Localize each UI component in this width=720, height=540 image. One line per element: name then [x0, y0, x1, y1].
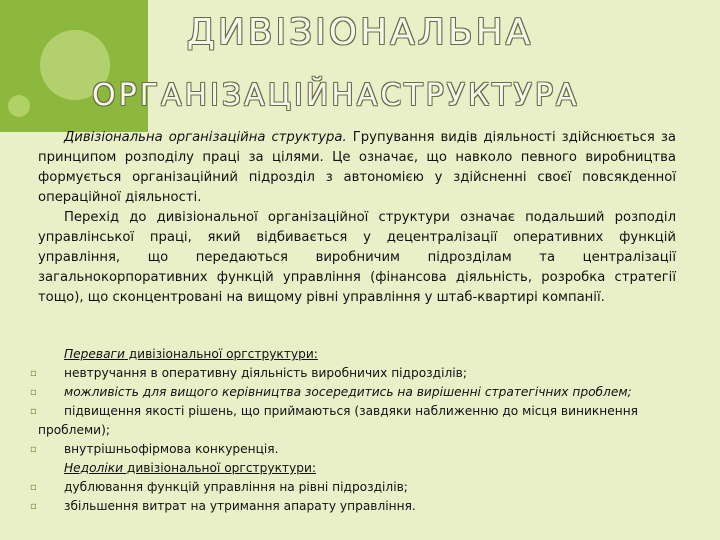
slide-title-line-1: ДИВІЗІОНАЛЬНА [186, 12, 534, 53]
list-item: ▫ можливість для вищого керівництва зосередитись на вирішенні стратегічних проблем; [38, 383, 678, 402]
disadvantages-heading-label: Недоліки [64, 461, 124, 475]
advantages-section [30, 345, 678, 459]
paragraph-2: Перехід до дивізіональної організаційної структури означає подальший розподіл управлінської праці, який відбивається у децентралізації оперативних функцій управління, що передаються виробничим підрозділам та централізації загальнокорпоративних функцій управління (фінансова діяльність, розробка стратегії тощо), що сконцентровані на вищому рівні управління у штаб-квартирі компанії. [38, 210, 676, 305]
bullet-icon: ▫ [30, 501, 37, 512]
list-item: ▫ збільшення витрат на утримання апарату управління. [38, 497, 678, 516]
bullet-icon: ▫ [30, 368, 37, 379]
bullet-icon: ▫ [30, 482, 37, 493]
advantages-heading-rest: дивізіональної оргструктури: [124, 347, 318, 361]
lead-term: Дивізіональна організаційна структура. [64, 130, 347, 145]
advantages-heading-label: Переваги [64, 347, 125, 361]
bullet-icon: ▫ [30, 444, 37, 455]
bullet-icon: ▫ [30, 387, 37, 398]
bullet-icon: ▫ [30, 406, 37, 417]
body-text [38, 128, 676, 308]
disadvantages-section [30, 459, 678, 516]
slide-title-line-2: ОРГАНІЗАЦІЙНАСТРУКТУРА [92, 78, 580, 113]
list-item: ▫ невтручання в оперативну діяльність виробничих підрозділів; [38, 364, 678, 383]
advantages-heading [38, 345, 678, 364]
paragraph-1-text: Групування видів діяльності здійснюється за принципом розподілу праці за цілями. Це означає, що навколо певного виробництва формується організаційний підрозділ з автономією у здійсненні своєї повсякденної операційної діяльності. [38, 130, 676, 205]
decorative-circle-small [8, 95, 30, 117]
list-item: ▫ підвищення якості рішень, що приймаються (завдяки наближенню до місця виникнення проблеми); [30, 404, 638, 437]
paragraph-1 [38, 128, 676, 208]
disadvantages-heading [38, 459, 678, 478]
list-item: ▫ дублювання функцій управління на рівні підрозділів; [38, 478, 678, 497]
disadvantages-heading-rest: дивізіональної оргструктури: [123, 461, 317, 475]
list-item: ▫ внутрішньофірмова конкуренція. [38, 440, 678, 459]
